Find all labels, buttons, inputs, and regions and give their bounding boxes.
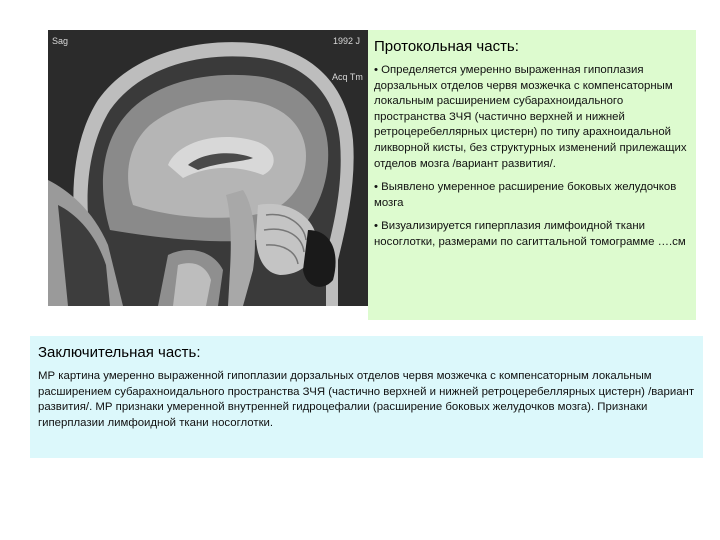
protocol-item-3: • Визуализируется гиперплазия лимфоидной ткани носоглотки, размерами по сагиттальной томограмме ….см: [374, 220, 686, 248]
protocol-item-1: • Определяется умеренно выраженная гипоплазия дорзальных отделов червя мозжечка с компенсаторным локальным расширением субарахноидального пространства ЗЧЯ (частично верхней и нижней ретроцеребеллярных цистерн) по типу арахноидальной ликворной кисты, без структурных изменений прилежащих отделов мозга /вариант развития/.: [374, 64, 687, 170]
mri-label-acq: Acq Tm: [332, 72, 363, 82]
conclusion-title: Заключительная часть:: [38, 344, 201, 361]
conclusion-text: МР картина умеренно выраженной гипоплазии дорзальных отделов червя мозжечка с компенсаторным локальным расширением субарахноидального пространства ЗЧЯ (частично верхней и нижней ретроцеребеллярных цистерн) /вариант развития/. МР признаки умеренной внутренней гидроцефалии (расширение боковых желудочков мозга). Признаки гиперплазии лимфоидной ткани носоглотки.: [38, 370, 695, 429]
mri-sagittal-image: [48, 30, 368, 306]
mri-brain-scan: [48, 30, 368, 306]
protocol-title: Протокольная часть:: [374, 38, 519, 55]
mri-label-sag: Sag: [52, 36, 69, 46]
mri-label-year: 1992 J: [333, 36, 361, 46]
conclusion-section: [30, 336, 703, 458]
protocol-item-2: • Выявлено умеренное расширение боковых желудочков мозга: [374, 181, 677, 209]
protocol-section: [368, 30, 696, 320]
